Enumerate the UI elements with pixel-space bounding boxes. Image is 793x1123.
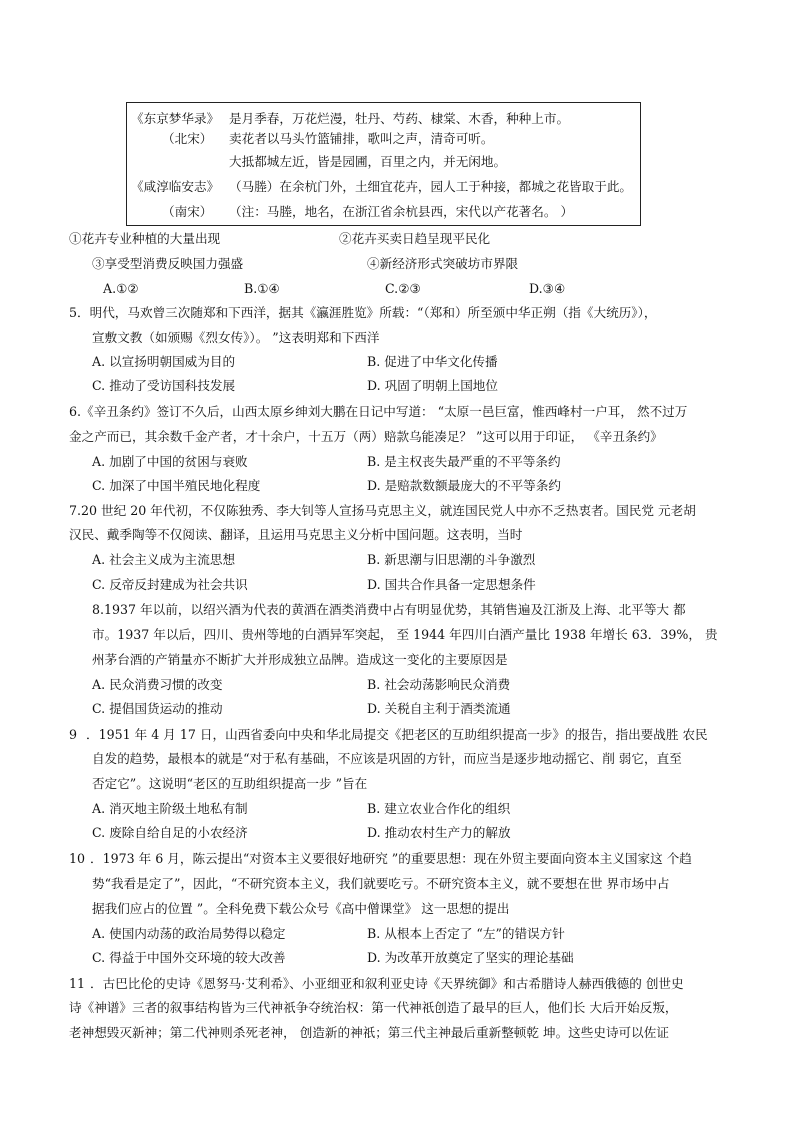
q7-option-b[interactable]: B. 新思潮与旧思潮的斗争激烈 [367, 552, 536, 567]
q6-stem-line-2: 金之产而已，其余数千金产者，才十余户，十五万（两）赔款乌能凑足？ ”这可以用于印证， 《辛丑条约》 [69, 429, 663, 444]
q7-stem-line-2: 汉民、戴季陶等不仅阅读、翻译，且运用马克思主义分析中国问题。这表明，当时 [69, 527, 523, 542]
q8-option-d[interactable]: D. 关税自主利于酒类流通 [367, 701, 511, 716]
q7-option-d[interactable]: D. 国共合作具备一定思想条件 [367, 577, 536, 592]
q6-option-b[interactable]: B. 是主权丧失最严重的不平等条约 [367, 454, 561, 469]
box-era-1: （北宋） [162, 131, 213, 146]
q11-stem-line-3: 老神想毁灭新神；第二代神则杀死老神， 创造新的神祇；第三代主神最后重新整顿乾 坤。这些史诗可以佐证 [69, 1025, 669, 1040]
q9-option-b[interactable]: B. 建立农业合作化的组织 [367, 801, 511, 816]
q11-number: 11 [69, 976, 86, 991]
q6-option-d[interactable]: D. 是赔款数额最庞大的不平等条约 [367, 478, 561, 493]
q4-statement-3: ③享受型消费反映国力强盛 [92, 256, 244, 271]
box-text-5: （注：马塍，地名，在浙江省余杭县西，宋代以产花著名。 ） [229, 204, 574, 219]
q9-number: 9 [69, 727, 78, 742]
q8-option-b[interactable]: B. 社会动荡影响民众消费 [367, 677, 511, 692]
q10-number: 10 [69, 851, 86, 866]
q10-option-c[interactable]: C. 得益于中国外交环境的较大改善 [92, 950, 286, 965]
q7-stem-line-1: 7.20 世纪 20 年代初，不仅陈独秀、李大钊等人宣扬马克思主义，就连国民党人中亦不乏热衷者。国民党 元老胡 [69, 503, 696, 518]
q10-stem-line-3: 据我们应占的位置 ”。全科免费下载公众号《高中僧课堂》 这一思想的提出 [92, 901, 510, 916]
q6-option-c[interactable]: C. 加深了中国半殖民地化程度 [92, 478, 261, 493]
q9-stem-line-2: 自发的趋势，最根本的就是“对于私有基础，不应该是巩固的方针，而应当是逐步地动摇它、削 弱它，直至 [92, 751, 682, 766]
q5-option-d[interactable]: D. 巩固了明朝上国地位 [367, 378, 498, 393]
q7-option-c[interactable]: C. 反帝反封建成为社会共识 [92, 577, 248, 592]
q5-stem-line-1: 5．明代，马欢曾三次随郑和下西洋，据其《瀛涯胜览》所载：“（郑和）所至颁中华正朔（指《大统历》）， [69, 305, 657, 320]
box-text-1: 是月季春，万花烂漫，牡丹、芍药、棣棠、木香，种种上市。 [229, 111, 570, 126]
q10-stem-line-1: ．1973 年 6 月，陈云提出“对资本主义要很好地研究 ”的重要思想：现在外贸主要面向资本主义国家这 个趋 [90, 851, 692, 866]
q10-stem-line-2: 势“我看是定了”，因此，“不研究资本主义，我们就要吃亏。不研究资本主义，就不要想在世 界市场中占 [92, 876, 670, 891]
q7-option-a[interactable]: A. 社会主义成为主流思想 [92, 552, 236, 567]
q8-option-c[interactable]: C. 提倡国货运动的推动 [92, 701, 223, 716]
q4-statement-2: ②花卉买卖日趋呈现平民化 [339, 231, 491, 246]
q5-stem-line-2: 宣敷文教（如颁赐《烈女传》）。 ”这表明郑和下西洋 [92, 330, 380, 345]
box-source-1: 《东京梦华录》 [131, 111, 220, 126]
box-source-2: 《咸淳临安志》 [131, 179, 220, 194]
q10-option-a[interactable]: A. 使国内动荡的政治局势得以稳定 [92, 926, 286, 941]
box-text-3: 大抵都城左近，皆是园圃，百里之内，并无闲地。 [229, 154, 507, 169]
q5-option-a[interactable]: A. 以宣扬明朝国威为目的 [92, 354, 236, 369]
q8-stem-line-2: 市。1937 年以后，四川、贵州等地的白酒异军突起， 至 1944 年四川白酒产量比 1938 年增长 63．39%， 贵 [92, 627, 718, 642]
box-era-2: （南宋） [162, 204, 213, 219]
q4-option-c[interactable]: C.②③ [385, 281, 421, 296]
q5-option-c[interactable]: C. 推动了受访国科技发展 [92, 378, 236, 393]
q4-statement-4: ④新经济形式突破坊市界限 [367, 256, 519, 271]
q8-option-a[interactable]: A. 民众消费习惯的改变 [92, 677, 223, 692]
q8-stem-line-1: 8.1937 年以前，以绍兴酒为代表的黄酒在酒类消费中占有明显优势，其销售遍及江浙及上海、北平等大 都 [92, 602, 686, 617]
q6-stem-line-1: 6.《辛丑条约》签订不久后，山西太原乡绅刘大鹏在日记中写道： “太原一邑巨富，惟西峰村一户耳， 然不过万 [69, 404, 688, 419]
box-text-2: 卖花者以马头竹篮铺排，歌叫之声，清奇可听。 [229, 131, 494, 146]
q4-option-d[interactable]: D.③④ [529, 281, 566, 296]
q10-option-b[interactable]: B. 从根本上否定了 “左”的错误方针 [367, 926, 565, 941]
box-text-4: （马塍）在余杭门外，土细宜花卉，园人工于种接，都城之花皆取于此。 [229, 179, 632, 194]
q4-option-b[interactable]: B.①④ [244, 281, 280, 296]
q9-option-a[interactable]: A. 消灭地主阶级土地私有制 [92, 801, 248, 816]
q5-option-b[interactable]: B. 促进了中华文化传播 [367, 354, 498, 369]
q10-option-d[interactable]: D. 为改革开放奠定了坚实的理论基础 [367, 950, 574, 965]
q8-stem-line-3: 州茅台酒的产销量亦不断扩大并形成独立品牌。造成这一变化的主要原因是 [92, 652, 508, 667]
q11-stem-line-1: ．古巴比伦的史诗《恩努马·艾利希》、小亚细亚和叙利亚史诗《天界统御》和古希腊诗人赫西俄德的 创世史 [90, 976, 684, 991]
q9-stem-line-3: 否定它”。这说明“老区的互助组织提高一步 ”旨在 [92, 776, 368, 791]
q9-option-d[interactable]: D. 推动农村生产力的解放 [367, 825, 511, 840]
q9-option-c[interactable]: C. 废除自给自足的小农经济 [92, 825, 248, 840]
q9-stem-line-1: ．1951 年 4 月 17 日，山西省委向中央和华北局提交《把老区的互助组织提高一步》的报告，指出要战胜 农民 [86, 727, 708, 742]
q6-option-a[interactable]: A. 加剧了中国的贫困与衰败 [92, 454, 248, 469]
q4-option-a[interactable]: A.①② [103, 281, 139, 296]
q11-stem-line-2: 诗《神谱》三者的叙事结构皆为三代神祇争夺统治权：第一代神祇创造了最早的巨人，他们长 大后开始反叛， [69, 1000, 678, 1015]
q4-statement-1: ①花卉专业种植的大量出现 [69, 231, 221, 246]
